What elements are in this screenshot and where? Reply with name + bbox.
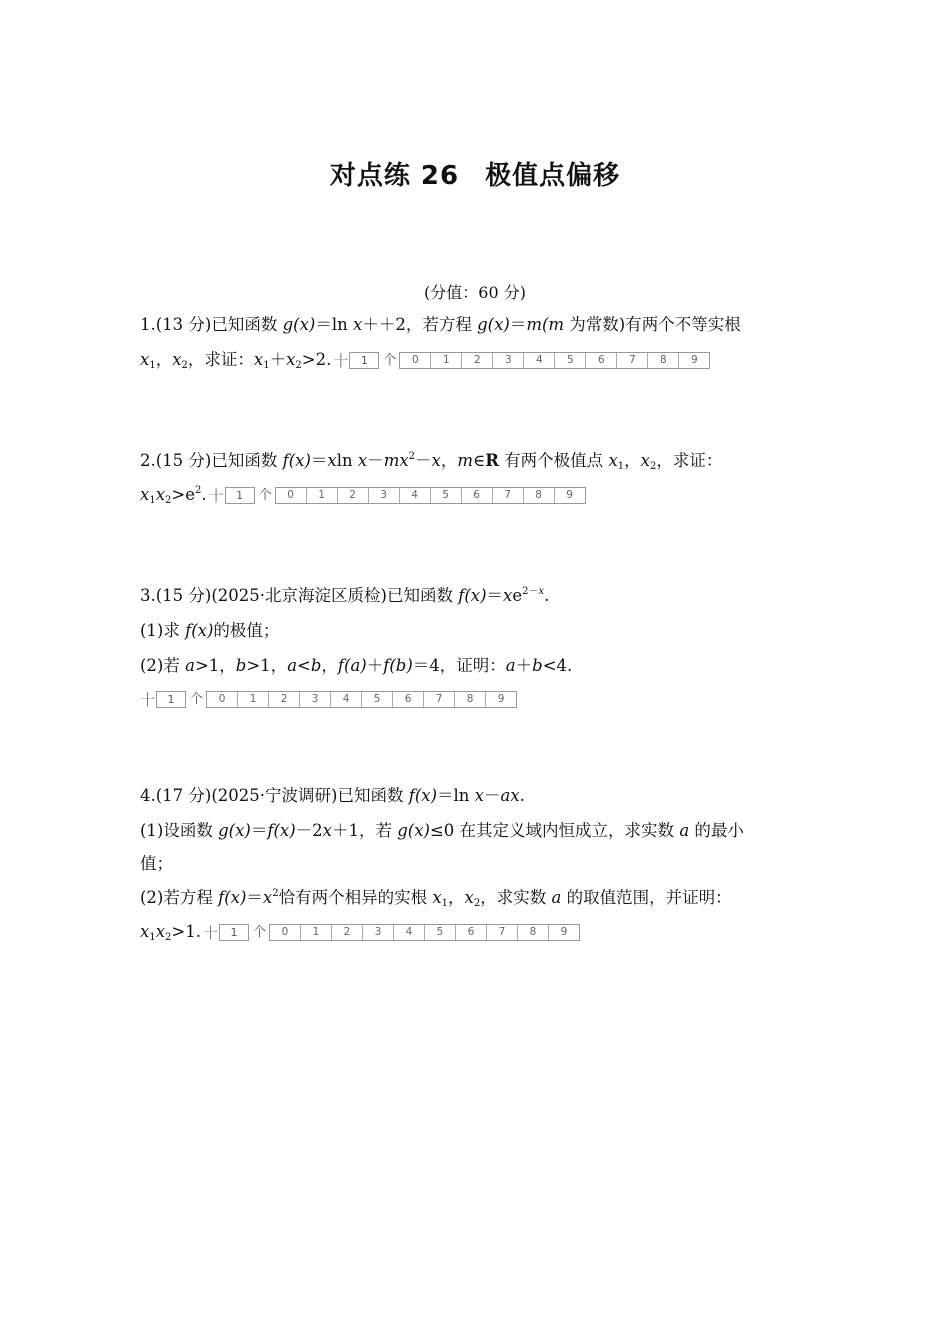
q2-digit-grid (275, 487, 586, 504)
q3-digit-cell[interactable]: 5 (362, 692, 393, 707)
q3-part2: (2)若 a>1，b>1，a<b，f(a)＋f(b)＝4，证明：a＋b<4. (140, 656, 573, 675)
q2-digit-cell[interactable]: 8 (524, 488, 555, 503)
q3-score-box[interactable]: 1 (156, 691, 186, 708)
q3-digit-grid (206, 691, 517, 708)
q1-digit-cell[interactable]: 7 (617, 353, 648, 368)
q1-digit-cell[interactable]: 2 (462, 353, 493, 368)
q1-digit-cell[interactable]: 9 (691, 354, 698, 366)
q4-line-end: $x_1x_2>1$. 十 1 个 0 1 2 3 4 5 6 7 8 9 (140, 921, 812, 944)
q3-digit-cell[interactable]: 3 (300, 692, 331, 707)
q3-digit-cell[interactable]: 4 (331, 692, 362, 707)
q1-digit-cell[interactable]: 5 (555, 353, 586, 368)
q4-digit-cell[interactable]: 3 (363, 925, 394, 940)
page-title (0, 155, 950, 192)
q3-digit-cell[interactable]: 1 (238, 692, 269, 707)
q2-line1: 2.(15 分)已知函数 f(x)＝xln $x-mx^2-x$，m∈R 有两个极值点 $x_1$，$x_2$，求证： (140, 451, 723, 472)
q4-digit-grid (269, 924, 580, 941)
q4-part1: (1)设函数 g(x)＝f(x)－2x＋1，若 g(x)≤0 在其定义域内恒成立，求实数 a 的最小 (140, 821, 744, 840)
q2-digit-cell[interactable]: 2 (338, 488, 369, 503)
q4-digit-cell[interactable]: 4 (394, 925, 425, 940)
q4-digit-cell[interactable]: 7 (487, 925, 518, 940)
q1-digit-cell[interactable]: 1 (431, 353, 462, 368)
q4-part1-wrap: 值； (140, 854, 173, 873)
q4-line1: 4.(17 分)(2025·宁波调研)已知函数 f(x)＝ln x－ax. (140, 786, 525, 805)
q2-score-box[interactable]: 1 (225, 487, 255, 504)
q4-score-box[interactable]: 1 (219, 924, 249, 941)
q4-digit-cell[interactable]: 1 (301, 925, 332, 940)
q3-digit-cell[interactable]: 6 (393, 692, 424, 707)
q3-digit-cell[interactable]: 2 (269, 692, 300, 707)
q4-digit-cell[interactable]: 0 (270, 925, 301, 940)
q3-part1: (1)求 f(x)的极值； (140, 621, 280, 640)
q3-digit-cell[interactable]: 7 (424, 692, 455, 707)
q2-digit-cell[interactable]: 9 (566, 489, 573, 501)
q3-digit-cell[interactable]: 9 (497, 693, 505, 705)
q4-digit-cell[interactable]: 5 (425, 925, 456, 940)
q1-digit-cell[interactable]: 0 (400, 353, 431, 368)
q4-digit-cell[interactable]: 8 (518, 925, 549, 940)
q4-digit-cell[interactable]: 2 (332, 925, 363, 940)
q3-digit-cell[interactable]: 8 (455, 692, 486, 707)
q3-tally-line (140, 688, 812, 711)
q1-score-box[interactable]: 1 (349, 352, 379, 369)
title-prefix: 对点练 26 (329, 161, 460, 191)
q2-score-tally: 十 1 个 0 1 2 3 4 5 6 7 8 9 (209, 485, 586, 507)
q1-digit-grid (399, 352, 710, 369)
q2-digit-cell[interactable]: 5 (431, 488, 462, 503)
q3-digit-cell[interactable]: 0 (207, 692, 238, 707)
q4-part2: (2)若方程 $f(x)=x^2$恰有两个相异的实根 $x_1$，$x_2$，求实数 a 的取值范围，并证明： (140, 888, 732, 909)
q2-digit-cell[interactable]: 7 (493, 488, 524, 503)
q1-digit-cell[interactable]: 6 (586, 353, 617, 368)
q3-score-tally: 十 1 个 0 1 2 3 4 5 6 7 8 9 (140, 689, 517, 711)
q2-digit-cell[interactable]: 4 (400, 488, 431, 503)
q1-line2: $x_1$，$x_2$，求证：$x_1+x_2>2$. 十 1 个 0 1 2 3 4 5 6 7 8 9 (140, 349, 812, 372)
q1-digit-cell[interactable]: 3 (493, 353, 524, 368)
q1-score-tally: 十 1 个 0 1 2 3 4 5 6 7 8 9 (333, 350, 710, 372)
q2-digit-cell[interactable]: 3 (369, 488, 400, 503)
q1-digit-cell[interactable]: 4 (524, 353, 555, 368)
q2-line2: $x_1x_2>e^2$. 十 1 个 0 1 2 3 4 5 6 7 8 9 (140, 484, 812, 507)
title-main: 极值点偏移 (485, 161, 621, 191)
q3-line1: 3.(15 分)(2025·北京海淀区质检)已知函数 $f(x)=xe^{2-x}$. (140, 586, 550, 605)
q4-digit-cell[interactable]: 6 (456, 925, 487, 940)
q1-digit-cell[interactable]: 8 (648, 353, 679, 368)
q2-digit-cell[interactable]: 0 (276, 488, 307, 503)
q2-digit-cell[interactable]: 1 (307, 488, 338, 503)
q4-digit-cell[interactable]: 9 (560, 926, 568, 938)
score-total: (分值：60 分) (424, 283, 526, 302)
q1-line1: 1.(13 分)已知函数 g(x)＝ln x＋＋2，若方程 g(x)＝m(m 为常数)有两个不等实根 (140, 315, 741, 334)
q2-digit-cell[interactable]: 6 (462, 488, 493, 503)
q4-score-tally: 十 1 个 0 1 2 3 4 5 6 7 8 9 (203, 922, 580, 944)
